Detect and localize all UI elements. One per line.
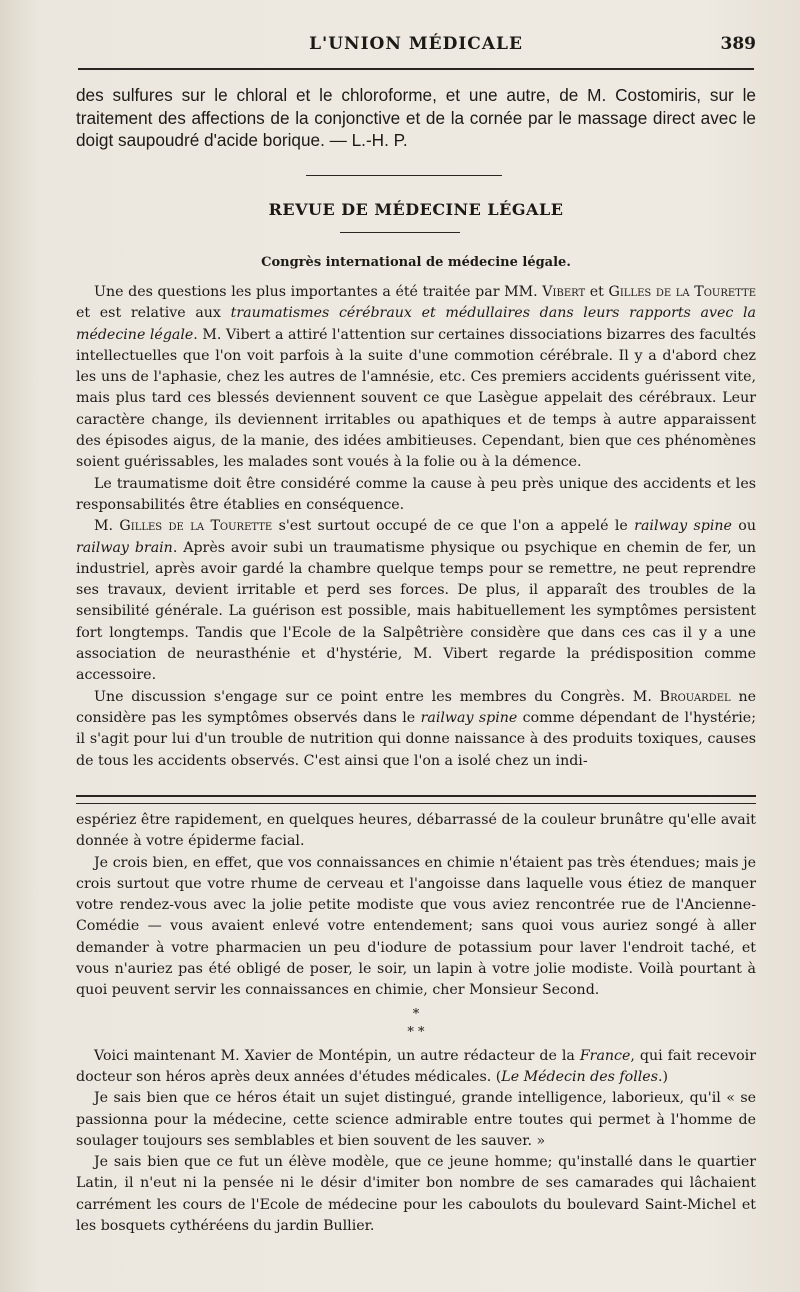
article-paragraph-4	[76, 687, 756, 772]
text-run: Une des questions les plus importantes a été traitée par MM.	[94, 284, 543, 300]
section-divider-top	[306, 175, 502, 176]
section-subtitle: Congrès international de médecine légale.	[261, 255, 571, 270]
asterism-top: *	[412, 1006, 420, 1022]
page-header	[76, 34, 756, 64]
italic-topic: traumatismes cérébraux et médullaires dans leurs rapports avec la médecine légale	[76, 305, 756, 343]
text-run: ou	[731, 518, 756, 535]
text-run: ne considère pas les symptômes observés dans le	[76, 688, 756, 726]
italic-title: France	[579, 1047, 631, 1064]
feuilleton-paragraph-2: Je crois bien, en effet, que vos connaissances en chimie n'étaient pas très étendues; mais je crois surtout que votre rhume de cerveau et l'angoisse dans laquelle vous étiez de manquer votre rendez-vous avec la jolie petite modiste que vous aviez rencontrée rue de l'Ancienne-Comédie — vous avaient enlevé votre entendement; sans quoi vous auriez songé à aller demander à votre pharmacien un peu d'iodure de potassium pour laver l'endroit taché, et vous n'auriez pas été obligé de poser, le soir, un lapin à votre jolie modiste. Voilà pourtant à quoi peuvent servir les connaissances en chimie, cher Monsieur Second.	[76, 854, 756, 999]
section-divider-bottom	[340, 232, 460, 233]
feuilleton-divider	[76, 795, 756, 804]
article-paragraph-1	[76, 282, 756, 474]
feuilleton-paragraph-1: espériez être rapidement, en quelques heures, débarrassé de la couleur brunâtre qu'elle avait donnée à votre épiderme facial.	[76, 812, 756, 850]
feuilleton-paragraph-3	[76, 1046, 756, 1089]
section-title: REVUE DE MÉDECINE LÉGALE	[268, 200, 564, 219]
text-run: comme dépendant de l'hystérie; il s'agit pour lui d'un trouble de nutrition qui donne naissance à des produits toxiques, causes de tous les accidents observés. C'est ainsi que l'on a isolé chez un indi-	[76, 709, 756, 769]
article-paragraph-3	[76, 516, 756, 686]
text-run: , qui fait recevoir docteur son héros après deux années d'études médicales. (	[76, 1047, 756, 1085]
text-run: M.	[94, 518, 120, 535]
author-name: Brouardel	[659, 688, 731, 705]
feuilleton-body	[76, 810, 756, 1237]
italic-term: railway brain	[76, 539, 173, 556]
text-run: et est relative aux	[76, 305, 231, 322]
asterism	[76, 1006, 756, 1042]
intro-paragraph: des sulfures sur le chloral et le chloroforme, et une autre, de M. Costomiris, sur le traitement des affections de la conjonctive et de la cornée par le massage direct avec le doigt saupoudré d'acide borique. — L.-H. P.	[76, 85, 756, 150]
running-title: L'UNION MÉDICALE	[309, 34, 523, 54]
author-name: Gilles de la Tourette	[119, 518, 273, 535]
italic-term: railway spine	[420, 709, 518, 726]
feuilleton-paragraph-5: Je sais bien que ce fut un élève modèle, que ce jeune homme; qu'installé dans le quartier Latin, il n'eut ni la pensée ni le désir d'imiter bon nombre de ses camarades qui lâchaient carrément les cours de l'Ecole de médecine pour les caboulots du boulevard Saint-Michel et les bosquets cythéréens du jardin Bullier.	[76, 1154, 756, 1235]
intro-paragraph-block	[76, 84, 756, 152]
article-body	[76, 282, 756, 772]
author-name: Gilles de la Tourette	[608, 284, 756, 300]
page-number: 389	[720, 34, 756, 54]
text-run: Voici maintenant M. Xavier de Montépin, un autre rédacteur de la	[94, 1047, 580, 1064]
feuilleton-paragraph-4: Je sais bien que ce héros était un sujet distingué, grande intelligence, laborieux, qu'il « se passionna pour la médecine, cette science admirable entre toutes qui permet à l'homme de soulager toujours ses semblables et bien souvent de les sauver. »	[76, 1090, 756, 1149]
author-name: Vibert	[542, 284, 586, 300]
italic-term: railway spine	[634, 518, 732, 535]
text-run: .)	[657, 1068, 669, 1085]
text-run: . Après avoir subi un traumatisme physique ou psychique en chemin de fer, un industriel, après avoir gardé la chambre quelque temps pour se remettre, ne peut reprendre ses travaux, devient irritable et perd ses forces. De plus, il apparaît des troubles de la sensibilité générale. La guérison est possible, mais habituellement les symptômes persistent fort longtemps. Tandis que l'Ecole de la Salpêtrière considère que dans ces cas il y a une association de neurasthénie et d'hystérie, M. Vibert regarde la prédisposition comme accessoire.	[76, 539, 756, 684]
text-run: s'est surtout occupé de ce que l'on a appelé le	[272, 518, 635, 535]
header-rule	[78, 68, 754, 70]
italic-title: Le Médecin des folles	[501, 1068, 658, 1085]
text-run: et	[585, 284, 609, 300]
asterism-bottom: * *	[407, 1024, 425, 1040]
text-run: . M. Vibert a attiré l'attention sur certaines dissociations bizarres des facultés intellectuelles que l'on voit parfois à la suite d'une commotion cérébrale. Il y a d'abord chez les uns de l'aphasie, chez les autres de l'amnésie, etc. Ces premiers accidents guérissent vite, mais plus tard ces blessés deviennent souvent ce que Lasègue appelait des cérébraux. Leur caractère change, ils deviennent irritables ou apathiques et de temps à autre apparaissent des épisodes aigus, de la manie, des idées ambitieuses. Cependant, bien que ces phénomènes soient guérissables, les malades sont voués à la folie ou à la démence.	[76, 326, 756, 471]
article-paragraph-2: Le traumatisme doit être considéré comme la cause à peu près unique des accidents et les responsabilités être établies en conséquence.	[76, 475, 756, 513]
text-run: Une discussion s'engage sur ce point entre les membres du Congrès. M.	[94, 688, 660, 705]
